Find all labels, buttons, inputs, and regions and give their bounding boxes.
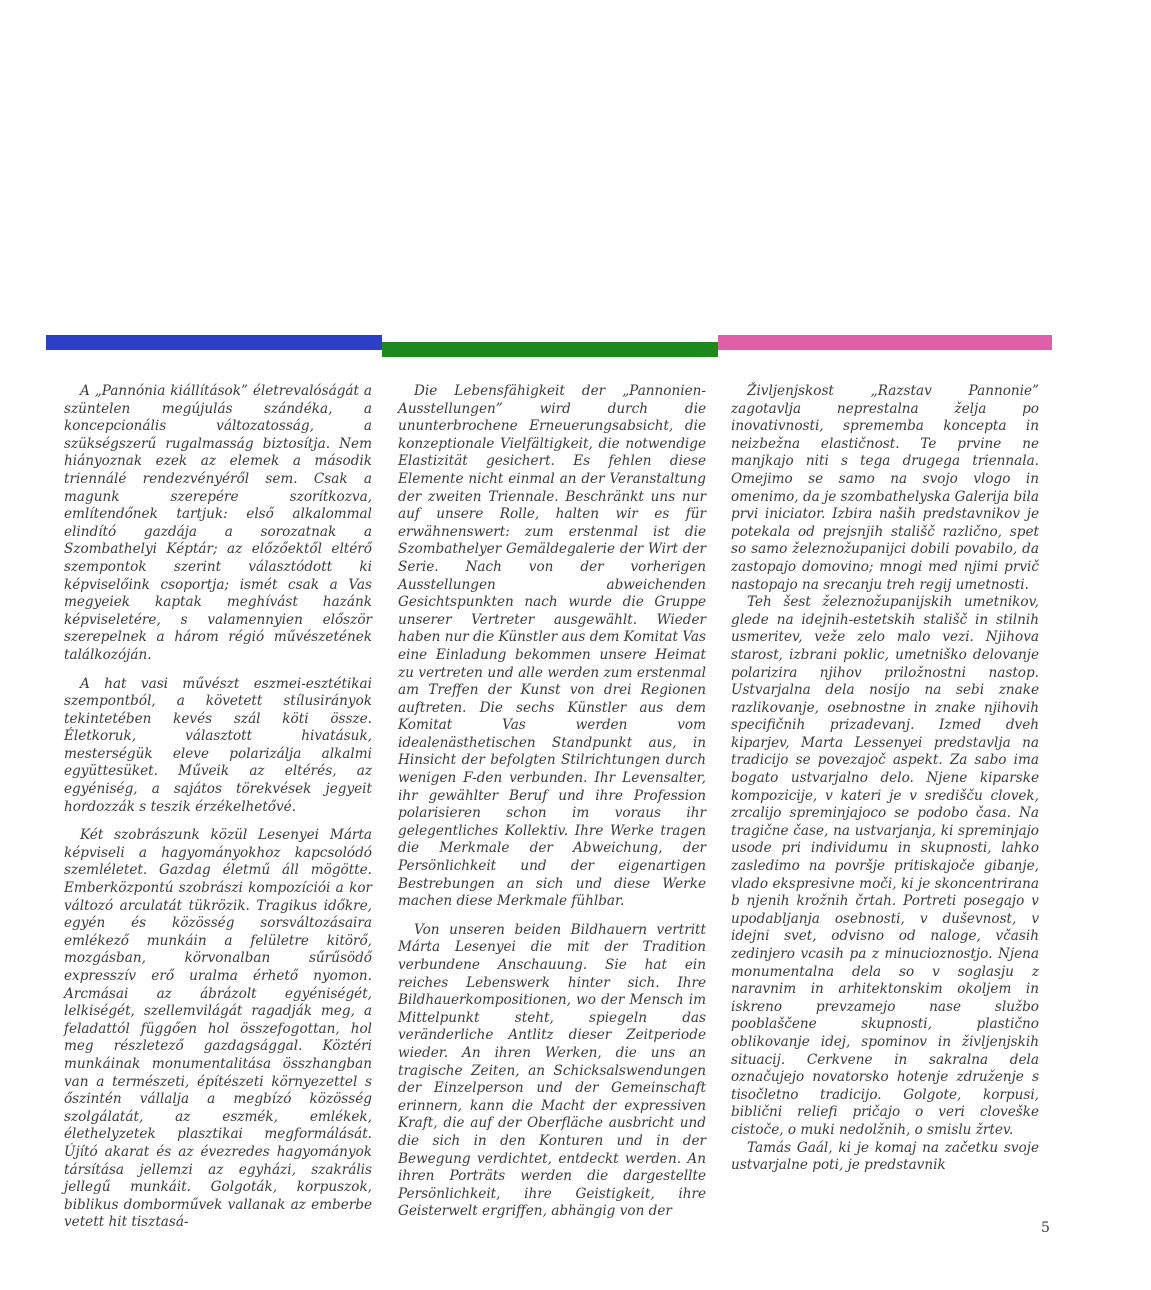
pink-bar [718, 335, 1052, 350]
german-paragraph-2: Von unseren beiden Bildhauern vertritt Márta Lesenyei die mit der Tradition verbundene Anschauung. Sie hat ein reiches Lebenswerk hinter sich. Ihre Bildhauerkompositionen, wo der Mensch im Mittelpunkt steht, spiegeln das veränderliche Antlitz dieser Zeitperiode wieder. An ihren Werken, die uns an tragische Zeiten, an Schicksalswendungen der Einzelperson und der Gemeinschaft erinnern, kann die Macht der expressiven Kraft, die auf der Oberfläche ausbricht und die sich in den Konturen und in der Bewegung verdichtet, entdeckt werden. An ihren Porträts werden die dargestellte Persönlichkeit, ihre Geistigkeit, ihre Geisterwelt ergriffen, abhängig von der [398, 921, 706, 1220]
hungarian-paragraph-1: A „Pannónia kiállítások” életrevalóságát a szüntelen megújulás szándéka, a koncepcionális változatosság, a szükségszerű rugalmasság biztosítja. Nem hiányoznak ezek az elemek a második triennálé rendezvényéről sem. Csak a magunk szerepére szorítkozva, említendőnek tartjuk: első alkalommal elindító gazdája a sorozatnak a Szombathelyi Képtár; az előzőektől eltérő szempontok szerint választódott ki képviselőink csoportja; ismét csak a Vas megyeiek kaptak meghívást hazánk képviseletére, s valamennyien először szerepelnek a három régió művészetének találkozóján. [64, 383, 372, 663]
slovene-paragraph-1: Življenjskost „Razstav Pannonie” zagotavlja neprestalna želja po inovativnosti, sprememba koncepta in neizbežna elastičnost. Te prvine ne manjkajo niti s tega drugega triennala. Omejimo se samo na svojo vlogo in omenimo, da je szombathelyska Galerija bila prvi iniciator. Izbira naših predstavnikov je potekala od prejsnjih stališč različno, spet so samo železnožupanijci dobili povabilo, da zastopajo domovino; mnogi med njimi prvič nastopajo na srecanju treh regij umetnosti. [731, 383, 1039, 593]
hungarian-paragraph-2: A hat vasi művészt eszmei-esztétikai szempontból, a követett stílusirányok tekintetében kevés szál köti össze. Életkoruk, választott hivatásuk, mesterségük eleve polarizálja alkalmi együttesüket. Műveik az eltérés, az egyéniség, a sajátos törekvések jegyeit hordozzák s teszik érzékelhetővé. [64, 675, 372, 815]
german-column [398, 383, 706, 1232]
page-number: 5 [1041, 1220, 1050, 1236]
green-bar [382, 342, 718, 357]
blue-bar [46, 335, 382, 350]
slovene-paragraph-3: Tamás Gaál, ki je komaj na začetku svoje ustvarjalne poti, je predstavnik [731, 1139, 1039, 1174]
slovene-column [731, 383, 1039, 1175]
color-bars [46, 335, 1052, 360]
german-paragraph-1: Die Lebensfähigkeit der „Pannonien-Ausstellungen” wird durch die ununterbrochene Erneuerungsabsicht, die konzeptionale Vielfältigkeit, die notwendige Elastizität gesichert. Es fehlen diese Elemente nicht einmal an der Veranstaltung der zweiten Triennale. Beschränkt uns nur auf unsere Rolle, halten wir es für erwähnenswert: zum erstenmal ist die Szombathelyer Gemäldegalerie der Wirt der Serie. Nach von der vorherigen Ausstellungen abweichenden Gesichtspunkten nach wurde die Gruppe unserer Vertreter ausgewählt. Wieder haben nur die Künstler aus dem Komitat Vas eine Einladung bekommen unsere Heimat zu vertreten und alle werden zum erstenmal am Treffen der Kunst von drei Regionen auftreten. Die sechs Künstler aus dem Komitat Vas werden vom idealenästhetischen Standpunkt aus, in Hinsicht der befolgten Stilrichtungen durch wenigen F-den verbunden. Ihr Levensalter, ihr gewählter Beruf und ihre Profession polarisieren schon im voraus ihr gelegentliches Kollektiv. Ihre Werke tragen die Merkmale der Abweichung, der Persönlichkeit und der eigenartigen Bestrebungen an sich und diese Werke machen diese Merkmale fühlbar. [398, 383, 706, 910]
slovene-paragraph-2: Teh šest železnožupanijskih umetnikov, glede na idejnih-estetskih stališč in stilnih usmeritev, veže zelo malo vezi. Njihova starost, izbrani poklic, umetniško delovanje polarizira njihov priložnostni nastop. Ustvarjalna dela nosijo na sebi znake razlikovanje, osebnostne in znake njihovih specifičnih prizadevanj. Izmed dveh kiparjev, Marta Lessenyei predstavlja na tradicijo se povezajoč aspekt. Za sabo ima bogato ustvarjalno delo. Njene kiparske kompozicije, v kateri je v središču clovek, zrcalijo spreminjajoco se podobo časa. Na tragične čase, na ustvarjanja, ki spreminjajo usode pri individumu in skupnosti, lahko zasledimo na površje pritiskajoče gibanje, vlado ekspresivne moči, ki je skoncentrirana b njenih krožnih črtah. Portreti posegajo v upodabljanja osebnosti, v duševnost, v idejni svet, odvisno od naloge, včasih zedinjero vcasih pa z minucioznostjo. Njena monumentalna dela so v soglasju z naravnim in arhitektonskim okoljem in iskreno prevzamejo nase službo pooblaščene skupnosti, plastično oblikovanje idej, spominov in življenjskih situacij. Cerkvene in sakralna dela označujejo novatorsko hotenje združenje s tisočletno tradicijo. Golgote, korpusi, biblični reliefi pričajo o veri cloveške cistoče, o muki nedolžnih, o smislu žrtev. [731, 594, 1039, 1138]
hungarian-column [64, 383, 372, 1243]
hungarian-paragraph-3: Két szobrászunk közül Lesenyei Márta képviseli a hagyományokhoz kapcsolódó szemléletet. Gazdag életmű áll mögötte. Emberközpontú szobrászi kompozíciói a kor változó arculatát tükrözik. Tragikus időkre, egyén és közösség sorsváltozásaira emlékező munkáin a felületre kitörő, mozgásban, körvonalban sűrűsödő expresszív erő uralma érhető nyomon. Arcmásai az ábrázolt egyéniségét, lelkiségét, szellemvilágát ragadják meg, a feladattól függően hol összefogottan, hol meg részletező gazdagsággal. Köztéri munkáinak monumentalitása összhangban van a természeti, építészeti környezettel s őszintén vállalja a megbízó közösség szolgálatát, az eszmék, emlékek, élethelyzetek plasztikai megformálását. Újító akarat és az évezredes hagyományok társítása jellemzi az egyházi, szakrális jellegű munkáit. Golgoták, korpuszok, biblikus domborművek vallanak az emberbe vetett hit tisztasá- [64, 827, 372, 1231]
